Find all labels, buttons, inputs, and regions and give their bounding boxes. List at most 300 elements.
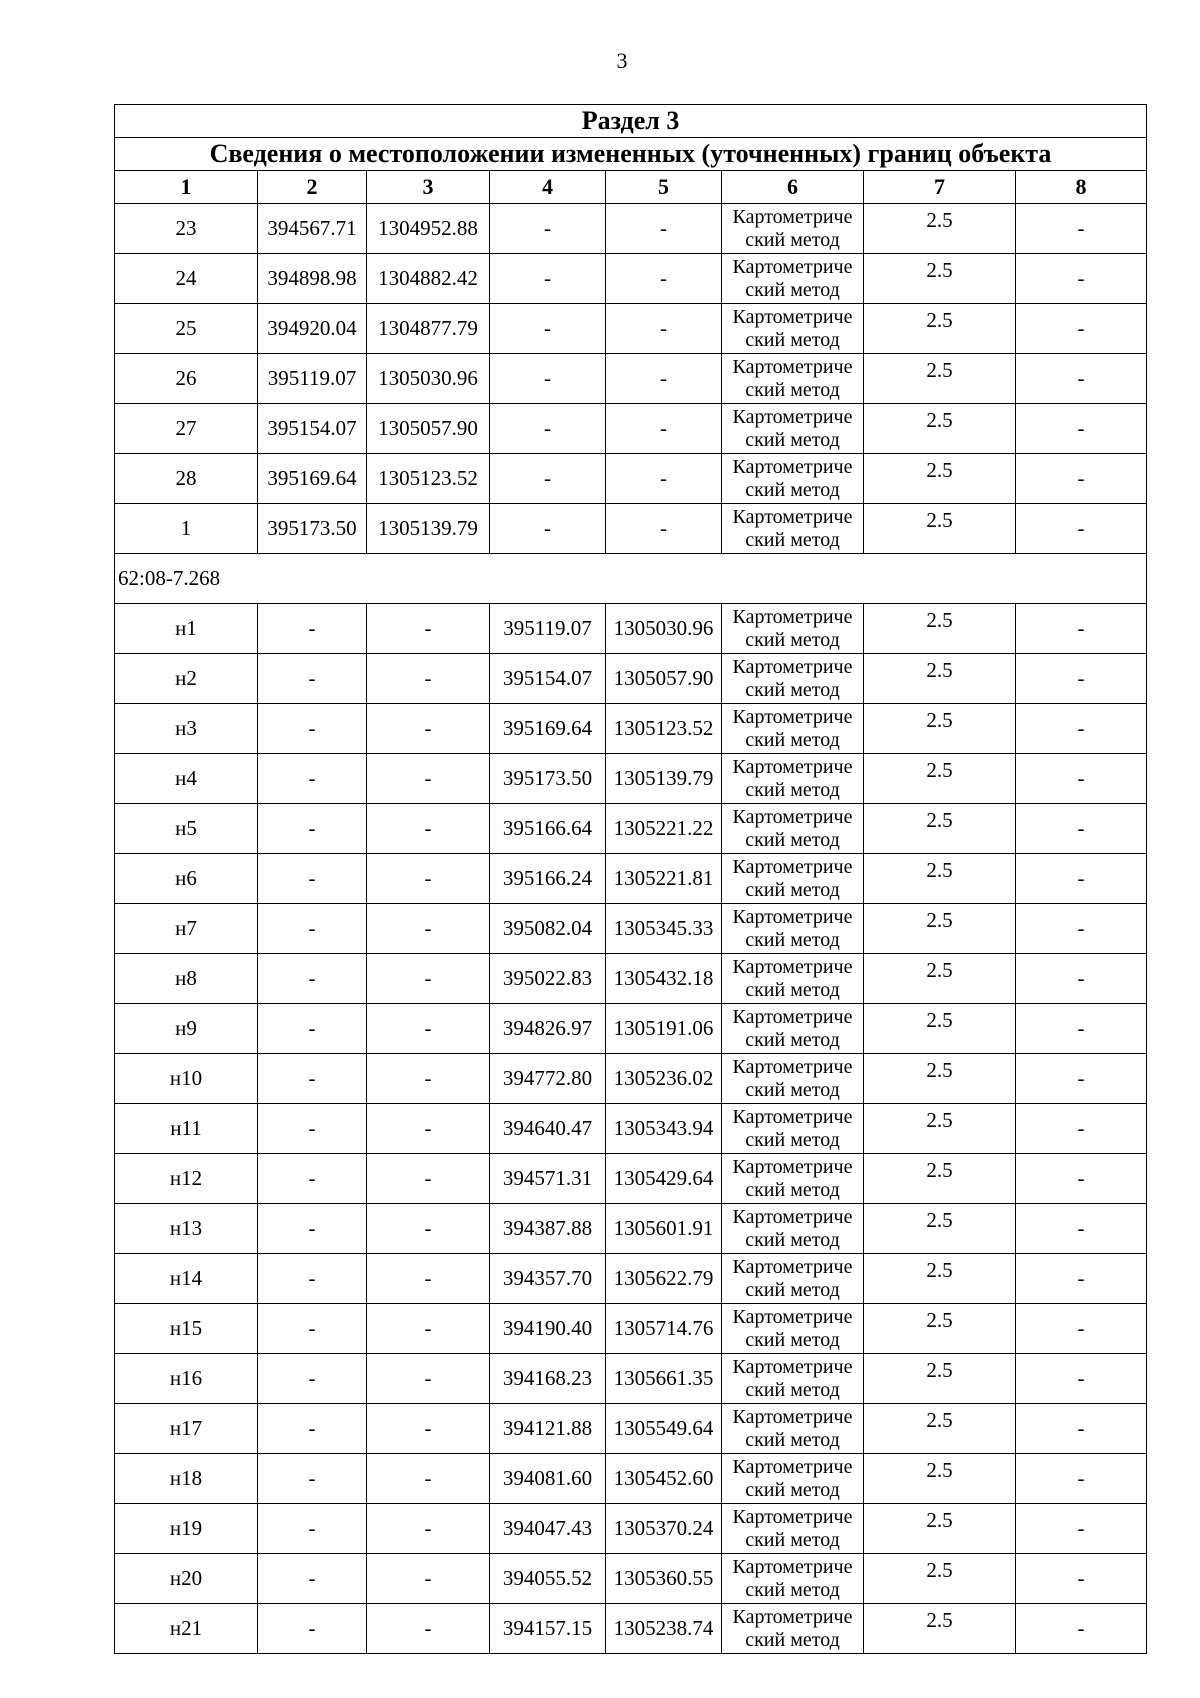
cell-c5: 1305601.91: [606, 1204, 722, 1254]
column-number: 5: [606, 171, 722, 204]
cell-c8: -: [1016, 704, 1147, 754]
cell-c8: -: [1016, 1454, 1147, 1504]
cell-c8: -: [1016, 1304, 1147, 1354]
cell-accuracy: [864, 904, 1016, 954]
method-text: Картометриче: [732, 1355, 853, 1378]
cell-c5: 1305345.33: [606, 904, 722, 954]
table-row: [115, 204, 1147, 254]
accuracy-value: 2.5: [926, 1008, 953, 1032]
accuracy-value: 2.5: [926, 1458, 953, 1482]
method-text: Картометриче: [732, 1505, 853, 1528]
cell-c4: 395173.50: [490, 754, 606, 804]
method-text: Картометриче: [732, 655, 853, 678]
cell-c4: 394357.70: [490, 1254, 606, 1304]
cell-c2: -: [258, 1554, 367, 1604]
cell-method: [722, 1204, 864, 1254]
cell-c1: н4: [115, 754, 258, 804]
cell-accuracy: [864, 1504, 1016, 1554]
cell-c8: -: [1016, 1054, 1147, 1104]
cell-c3: -: [367, 1504, 490, 1554]
cell-method: [722, 1154, 864, 1204]
method-text: Картометриче: [732, 605, 853, 628]
cell-c3: 1305057.90: [367, 404, 490, 454]
cell-c1: н10: [115, 1054, 258, 1104]
table-row: [115, 1154, 1147, 1204]
accuracy-value: 2.5: [926, 408, 953, 432]
method-text: ский метод: [745, 1178, 840, 1201]
cell-method: [722, 204, 864, 254]
method-text: Картометриче: [732, 855, 853, 878]
cell-accuracy: [864, 504, 1016, 554]
cell-c2: -: [258, 904, 367, 954]
cell-c5: 1305549.64: [606, 1404, 722, 1454]
cell-method: [722, 504, 864, 554]
cell-c2: -: [258, 954, 367, 1004]
table-row: [115, 1304, 1147, 1354]
cell-c2: -: [258, 1104, 367, 1154]
cell-c8: -: [1016, 1154, 1147, 1204]
cell-c8: -: [1016, 1104, 1147, 1154]
cell-accuracy: [864, 1054, 1016, 1104]
cell-c8: -: [1016, 454, 1147, 504]
method-text: ский метод: [745, 278, 840, 301]
method-text: Картометриче: [732, 705, 853, 728]
cell-c8: -: [1016, 854, 1147, 904]
cell-c5: 1305343.94: [606, 1104, 722, 1154]
table-row: [115, 304, 1147, 354]
cell-c8: -: [1016, 504, 1147, 554]
cell-accuracy: [864, 954, 1016, 1004]
table-row: [115, 754, 1147, 804]
method-text: Картометриче: [732, 905, 853, 928]
cell-c4: -: [490, 254, 606, 304]
table-row: [115, 1204, 1147, 1254]
cell-method: [722, 904, 864, 954]
cell-c2: -: [258, 1454, 367, 1504]
cell-c4: -: [490, 204, 606, 254]
accuracy-value: 2.5: [926, 708, 953, 732]
cell-c8: -: [1016, 954, 1147, 1004]
cell-accuracy: [864, 604, 1016, 654]
method-text: Картометриче: [732, 1005, 853, 1028]
method-text: Картометриче: [732, 205, 853, 228]
cell-method: [722, 354, 864, 404]
cell-c5: 1305714.76: [606, 1304, 722, 1354]
table-row: [115, 504, 1147, 554]
table-row: [115, 1054, 1147, 1104]
accuracy-value: 2.5: [926, 258, 953, 282]
section-title: Раздел 3: [115, 105, 1147, 138]
table-row: [115, 654, 1147, 704]
cell-method: [722, 704, 864, 754]
cell-c4: 394055.52: [490, 1554, 606, 1604]
cell-accuracy: [864, 1004, 1016, 1054]
cell-c5: 1305238.74: [606, 1604, 722, 1654]
accuracy-value: 2.5: [926, 758, 953, 782]
cell-c4: 395166.64: [490, 804, 606, 854]
cell-c3: 1304882.42: [367, 254, 490, 304]
page-number: 3: [616, 48, 628, 73]
method-text: ский метод: [745, 1128, 840, 1151]
method-text: Картометриче: [732, 1555, 853, 1578]
cell-c1: н17: [115, 1404, 258, 1454]
method-text: Картометриче: [732, 1105, 853, 1128]
cell-c2: -: [258, 604, 367, 654]
cell-c3: -: [367, 604, 490, 654]
table-row: [115, 804, 1147, 854]
cell-c8: -: [1016, 654, 1147, 704]
table-row: [115, 354, 1147, 404]
cell-method: [722, 1554, 864, 1604]
cell-c5: 1305123.52: [606, 704, 722, 754]
method-text: ский метод: [745, 728, 840, 751]
cell-c2: -: [258, 1354, 367, 1404]
cell-c3: -: [367, 1354, 490, 1404]
table-row: [115, 404, 1147, 454]
cell-method: [722, 1054, 864, 1104]
method-text: ский метод: [745, 1478, 840, 1501]
cell-accuracy: [864, 854, 1016, 904]
table-row: [115, 1604, 1147, 1654]
method-text: Картометриче: [732, 1305, 853, 1328]
cell-c8: -: [1016, 1354, 1147, 1404]
accuracy-value: 2.5: [926, 658, 953, 682]
table-row: [115, 1404, 1147, 1454]
cell-c8: -: [1016, 404, 1147, 454]
accuracy-value: 2.5: [926, 1358, 953, 1382]
cell-c4: -: [490, 504, 606, 554]
cell-c2: 395154.07: [258, 404, 367, 454]
column-number-row: [115, 171, 1147, 204]
cell-c3: -: [367, 1304, 490, 1354]
table-row: [115, 854, 1147, 904]
cell-c3: -: [367, 804, 490, 854]
cell-c1: 23: [115, 204, 258, 254]
cell-c4: 394047.43: [490, 1504, 606, 1554]
cell-c2: 394898.98: [258, 254, 367, 304]
cell-accuracy: [864, 1454, 1016, 1504]
table-row: [115, 1554, 1147, 1604]
table-row: [115, 1354, 1147, 1404]
accuracy-value: 2.5: [926, 1558, 953, 1582]
cell-c2: -: [258, 1204, 367, 1254]
cell-c3: -: [367, 654, 490, 704]
cell-accuracy: [864, 1604, 1016, 1654]
cell-c4: 395119.07: [490, 604, 606, 654]
method-text: ский метод: [745, 1428, 840, 1451]
table-row: [115, 254, 1147, 304]
cell-c8: -: [1016, 204, 1147, 254]
cell-c1: н20: [115, 1554, 258, 1604]
cell-c3: -: [367, 1254, 490, 1304]
cell-c3: 1305139.79: [367, 504, 490, 554]
group-row: [115, 554, 1147, 604]
cell-c1: н6: [115, 854, 258, 904]
cell-accuracy: [864, 1304, 1016, 1354]
cell-c8: -: [1016, 254, 1147, 304]
cell-method: [722, 1404, 864, 1454]
method-text: ский метод: [745, 528, 840, 551]
cell-c2: 394567.71: [258, 204, 367, 254]
cell-c1: 26: [115, 354, 258, 404]
cell-c1: н3: [115, 704, 258, 754]
table-row: [115, 954, 1147, 1004]
cell-c1: 28: [115, 454, 258, 504]
cell-c1: н21: [115, 1604, 258, 1654]
method-text: ский метод: [745, 878, 840, 901]
accuracy-value: 2.5: [926, 1408, 953, 1432]
cell-c3: -: [367, 1204, 490, 1254]
cell-c8: -: [1016, 804, 1147, 854]
table-row: [115, 904, 1147, 954]
cell-method: [722, 854, 864, 904]
cell-c8: -: [1016, 754, 1147, 804]
method-text: ский метод: [745, 1278, 840, 1301]
method-text: Картометриче: [732, 1155, 853, 1178]
cell-c2: -: [258, 1404, 367, 1454]
cell-c5: 1305221.22: [606, 804, 722, 854]
cell-method: [722, 1254, 864, 1304]
cell-c8: -: [1016, 1404, 1147, 1454]
column-number: 8: [1016, 171, 1147, 204]
cell-method: [722, 1104, 864, 1154]
accuracy-value: 2.5: [926, 908, 953, 932]
cell-c4: 394772.80: [490, 1054, 606, 1104]
cell-accuracy: [864, 354, 1016, 404]
cell-c2: 395169.64: [258, 454, 367, 504]
cell-c4: -: [490, 354, 606, 404]
cell-c4: 394168.23: [490, 1354, 606, 1404]
cell-method: [722, 304, 864, 354]
table-row: [115, 454, 1147, 504]
cell-c2: -: [258, 854, 367, 904]
method-text: Картометриче: [732, 1205, 853, 1228]
cell-c2: -: [258, 1154, 367, 1204]
column-number: 7: [864, 171, 1016, 204]
column-number: 1: [115, 171, 258, 204]
accuracy-value: 2.5: [926, 1258, 953, 1282]
cell-method: [722, 1304, 864, 1354]
cell-accuracy: [864, 1354, 1016, 1404]
cell-c4: 394081.60: [490, 1454, 606, 1504]
accuracy-value: 2.5: [926, 308, 953, 332]
method-text: Картометриче: [732, 1605, 853, 1628]
cell-c2: -: [258, 1004, 367, 1054]
accuracy-value: 2.5: [926, 1508, 953, 1532]
cell-c2: -: [258, 654, 367, 704]
cell-c3: -: [367, 1004, 490, 1054]
cell-c4: 394826.97: [490, 1004, 606, 1054]
table-row: [115, 1254, 1147, 1304]
cell-c5: 1305191.06: [606, 1004, 722, 1054]
cell-c3: -: [367, 854, 490, 904]
cell-accuracy: [864, 204, 1016, 254]
cell-c5: -: [606, 254, 722, 304]
column-number: 3: [367, 171, 490, 204]
cell-c5: 1305236.02: [606, 1054, 722, 1104]
cell-c5: 1305622.79: [606, 1254, 722, 1304]
table-body: [115, 105, 1147, 1654]
cell-c8: -: [1016, 1004, 1147, 1054]
cell-c5: -: [606, 504, 722, 554]
column-number: 4: [490, 171, 606, 204]
cell-c8: -: [1016, 304, 1147, 354]
cell-c5: -: [606, 454, 722, 504]
table-row: [115, 1104, 1147, 1154]
method-text: ский метод: [745, 378, 840, 401]
method-text: ский метод: [745, 628, 840, 651]
method-text: Картометриче: [732, 1405, 853, 1428]
cell-c4: -: [490, 404, 606, 454]
cell-c4: 394640.47: [490, 1104, 606, 1154]
cell-c5: -: [606, 304, 722, 354]
cell-c5: 1305139.79: [606, 754, 722, 804]
cell-method: [722, 1604, 864, 1654]
method-text: ский метод: [745, 428, 840, 451]
method-text: ский метод: [745, 828, 840, 851]
cell-c1: н11: [115, 1104, 258, 1154]
cell-accuracy: [864, 1404, 1016, 1454]
cell-c3: -: [367, 1604, 490, 1654]
cell-c4: 395154.07: [490, 654, 606, 704]
cell-c4: 394387.88: [490, 1204, 606, 1254]
cell-c3: -: [367, 754, 490, 804]
method-text: Картометриче: [732, 405, 853, 428]
cell-c2: -: [258, 704, 367, 754]
cell-c1: н9: [115, 1004, 258, 1054]
cell-accuracy: [864, 1254, 1016, 1304]
cell-c3: -: [367, 1104, 490, 1154]
section-title-row: [115, 105, 1147, 138]
method-text: ский метод: [745, 1328, 840, 1351]
method-text: ский метод: [745, 1378, 840, 1401]
section-subtitle: Сведения о местоположении измененных (уточненных) границ объекта: [115, 138, 1147, 171]
cell-c4: 394157.15: [490, 1604, 606, 1654]
method-text: ский метод: [745, 1628, 840, 1651]
cell-c2: -: [258, 1254, 367, 1304]
method-text: ский метод: [745, 678, 840, 701]
method-text: ский метод: [745, 478, 840, 501]
accuracy-value: 2.5: [926, 508, 953, 532]
cell-c4: -: [490, 304, 606, 354]
cell-c1: 27: [115, 404, 258, 454]
cell-accuracy: [864, 1204, 1016, 1254]
cell-c8: -: [1016, 354, 1147, 404]
cell-c4: -: [490, 454, 606, 504]
method-text: Картометриче: [732, 455, 853, 478]
method-text: ский метод: [745, 1578, 840, 1601]
cell-c4: 395169.64: [490, 704, 606, 754]
cell-method: [722, 454, 864, 504]
cell-method: [722, 1354, 864, 1404]
method-text: ский метод: [745, 228, 840, 251]
cell-c4: 394571.31: [490, 1154, 606, 1204]
cell-method: [722, 654, 864, 704]
table-row: [115, 1454, 1147, 1504]
cell-c3: 1305123.52: [367, 454, 490, 504]
cell-c8: -: [1016, 1254, 1147, 1304]
method-text: Картометриче: [732, 955, 853, 978]
method-text: Картометриче: [732, 505, 853, 528]
cell-c5: -: [606, 404, 722, 454]
method-text: ский метод: [745, 1528, 840, 1551]
cell-c4: 395166.24: [490, 854, 606, 904]
cell-c8: -: [1016, 1504, 1147, 1554]
accuracy-value: 2.5: [926, 1208, 953, 1232]
method-text: ский метод: [745, 1028, 840, 1051]
cell-accuracy: [864, 754, 1016, 804]
accuracy-value: 2.5: [926, 958, 953, 982]
accuracy-value: 2.5: [926, 808, 953, 832]
group-label: 62:08-7.268: [115, 554, 1147, 604]
cell-c4: 395082.04: [490, 904, 606, 954]
accuracy-value: 2.5: [926, 358, 953, 382]
cell-c1: 1: [115, 504, 258, 554]
cell-accuracy: [864, 454, 1016, 504]
cell-accuracy: [864, 254, 1016, 304]
cell-accuracy: [864, 1104, 1016, 1154]
cell-c5: -: [606, 354, 722, 404]
section-subtitle-row: [115, 138, 1147, 171]
cell-method: [722, 1504, 864, 1554]
cell-c5: 1305221.81: [606, 854, 722, 904]
cell-c1: н7: [115, 904, 258, 954]
cell-c1: н8: [115, 954, 258, 1004]
method-text: Картометриче: [732, 255, 853, 278]
method-text: ский метод: [745, 778, 840, 801]
cell-c5: 1305452.60: [606, 1454, 722, 1504]
method-text: Картометриче: [732, 755, 853, 778]
cell-c3: 1304952.88: [367, 204, 490, 254]
cell-c1: н5: [115, 804, 258, 854]
cell-accuracy: [864, 304, 1016, 354]
cell-c3: -: [367, 1054, 490, 1104]
cell-c5: 1305360.55: [606, 1554, 722, 1604]
cell-c4: 394121.88: [490, 1404, 606, 1454]
table-row: [115, 604, 1147, 654]
cell-c8: -: [1016, 904, 1147, 954]
cell-method: [722, 604, 864, 654]
accuracy-value: 2.5: [926, 608, 953, 632]
method-text: ский метод: [745, 978, 840, 1001]
accuracy-value: 2.5: [926, 1058, 953, 1082]
cell-c5: 1305370.24: [606, 1504, 722, 1554]
cell-method: [722, 404, 864, 454]
cell-accuracy: [864, 654, 1016, 704]
cell-c5: 1305030.96: [606, 604, 722, 654]
cell-c3: -: [367, 1454, 490, 1504]
cell-method: [722, 1454, 864, 1504]
method-text: Картометриче: [732, 805, 853, 828]
cell-c5: -: [606, 204, 722, 254]
cell-c3: -: [367, 1404, 490, 1454]
cell-method: [722, 754, 864, 804]
cell-c5: 1305661.35: [606, 1354, 722, 1404]
cell-c5: 1305432.18: [606, 954, 722, 1004]
accuracy-value: 2.5: [926, 1108, 953, 1132]
cell-c5: 1305057.90: [606, 654, 722, 704]
cell-c1: н16: [115, 1354, 258, 1404]
cell-c5: 1305429.64: [606, 1154, 722, 1204]
cell-c2: -: [258, 1304, 367, 1354]
method-text: ский метод: [745, 1228, 840, 1251]
column-number: 6: [722, 171, 864, 204]
cell-c8: -: [1016, 604, 1147, 654]
method-text: ский метод: [745, 328, 840, 351]
cell-c3: -: [367, 1554, 490, 1604]
accuracy-value: 2.5: [926, 858, 953, 882]
cell-c1: н18: [115, 1454, 258, 1504]
